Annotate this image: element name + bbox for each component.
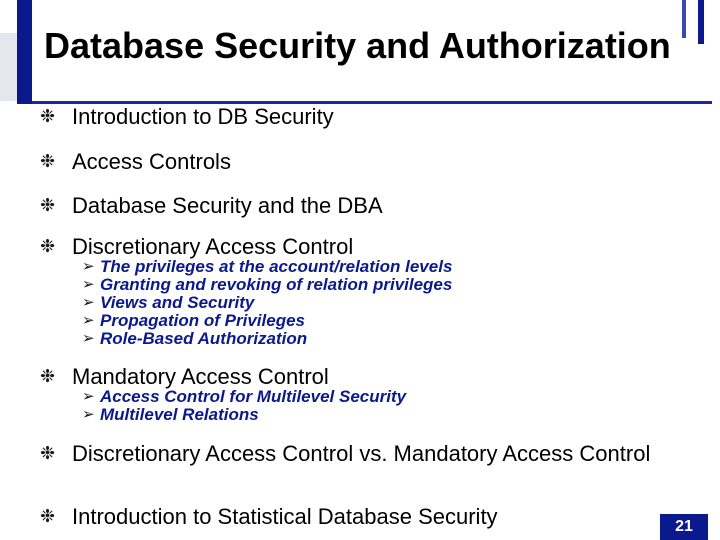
arrow-icon: ➢ <box>82 406 95 423</box>
right-accent-bars <box>682 0 704 44</box>
sub-bullet-item <box>82 312 452 330</box>
page-number: 21 <box>660 514 708 540</box>
sub-bullet-text: Views and Security <box>100 293 255 312</box>
sub-bullet-item <box>82 258 452 276</box>
bullet-item <box>40 443 680 465</box>
bullet-flower-icon <box>40 156 56 172</box>
arrow-icon: ➢ <box>82 388 95 405</box>
bullet-flower-icon <box>40 371 56 387</box>
bullet-item <box>40 151 680 173</box>
bullet-item <box>40 106 680 128</box>
arrow-icon: ➢ <box>82 312 95 329</box>
bullet-item <box>40 364 680 424</box>
bullet-text: Discretionary Access Control vs. Mandatory Access Control <box>72 441 651 466</box>
bullet-text: Access Controls <box>72 149 231 174</box>
bullet-text: Introduction to Statistical Database Security <box>72 504 498 529</box>
bullet-item <box>40 506 680 528</box>
bullet-text: Database Security and the DBA <box>72 193 383 218</box>
bullet-flower-icon <box>40 200 56 216</box>
sub-bullet-item <box>82 276 452 294</box>
bullet-text: Introduction to DB Security <box>72 104 334 129</box>
sub-bullet-text: Propagation of Privileges <box>100 311 305 330</box>
bullet-flower-icon <box>40 448 56 464</box>
sub-bullet-text: The privileges at the account/relation levels <box>100 257 453 276</box>
sub-bullet-item <box>82 406 406 424</box>
sub-bullet-text: Multilevel Relations <box>100 405 259 424</box>
sub-bullet-text: Access Control for Multilevel Security <box>100 387 407 406</box>
bullet-flower-icon <box>40 241 56 257</box>
arrow-icon: ➢ <box>82 294 95 311</box>
bullet-text: Discretionary Access Control <box>72 234 354 259</box>
slide-title: Database Security and Authorization <box>44 25 671 66</box>
bullet-text: Mandatory Access Control <box>72 364 329 389</box>
left-accent-bar <box>0 0 32 104</box>
arrow-icon: ➢ <box>82 276 95 293</box>
sub-bullet-text: Granting and revoking of relation privileges <box>100 275 453 294</box>
sub-bullet-item <box>82 330 452 348</box>
sub-bullet-item <box>82 388 406 406</box>
sub-bullet-item <box>82 294 452 312</box>
sub-bullet-list <box>82 388 406 424</box>
sub-bullet-list <box>82 258 452 348</box>
arrow-icon: ➢ <box>82 330 95 347</box>
arrow-icon: ➢ <box>82 258 95 275</box>
bullet-item <box>40 234 680 348</box>
bullet-flower-icon <box>40 111 56 127</box>
bullet-flower-icon <box>40 511 56 527</box>
sub-bullet-text: Role-Based Authorization <box>100 329 308 348</box>
bullet-item <box>40 195 680 217</box>
